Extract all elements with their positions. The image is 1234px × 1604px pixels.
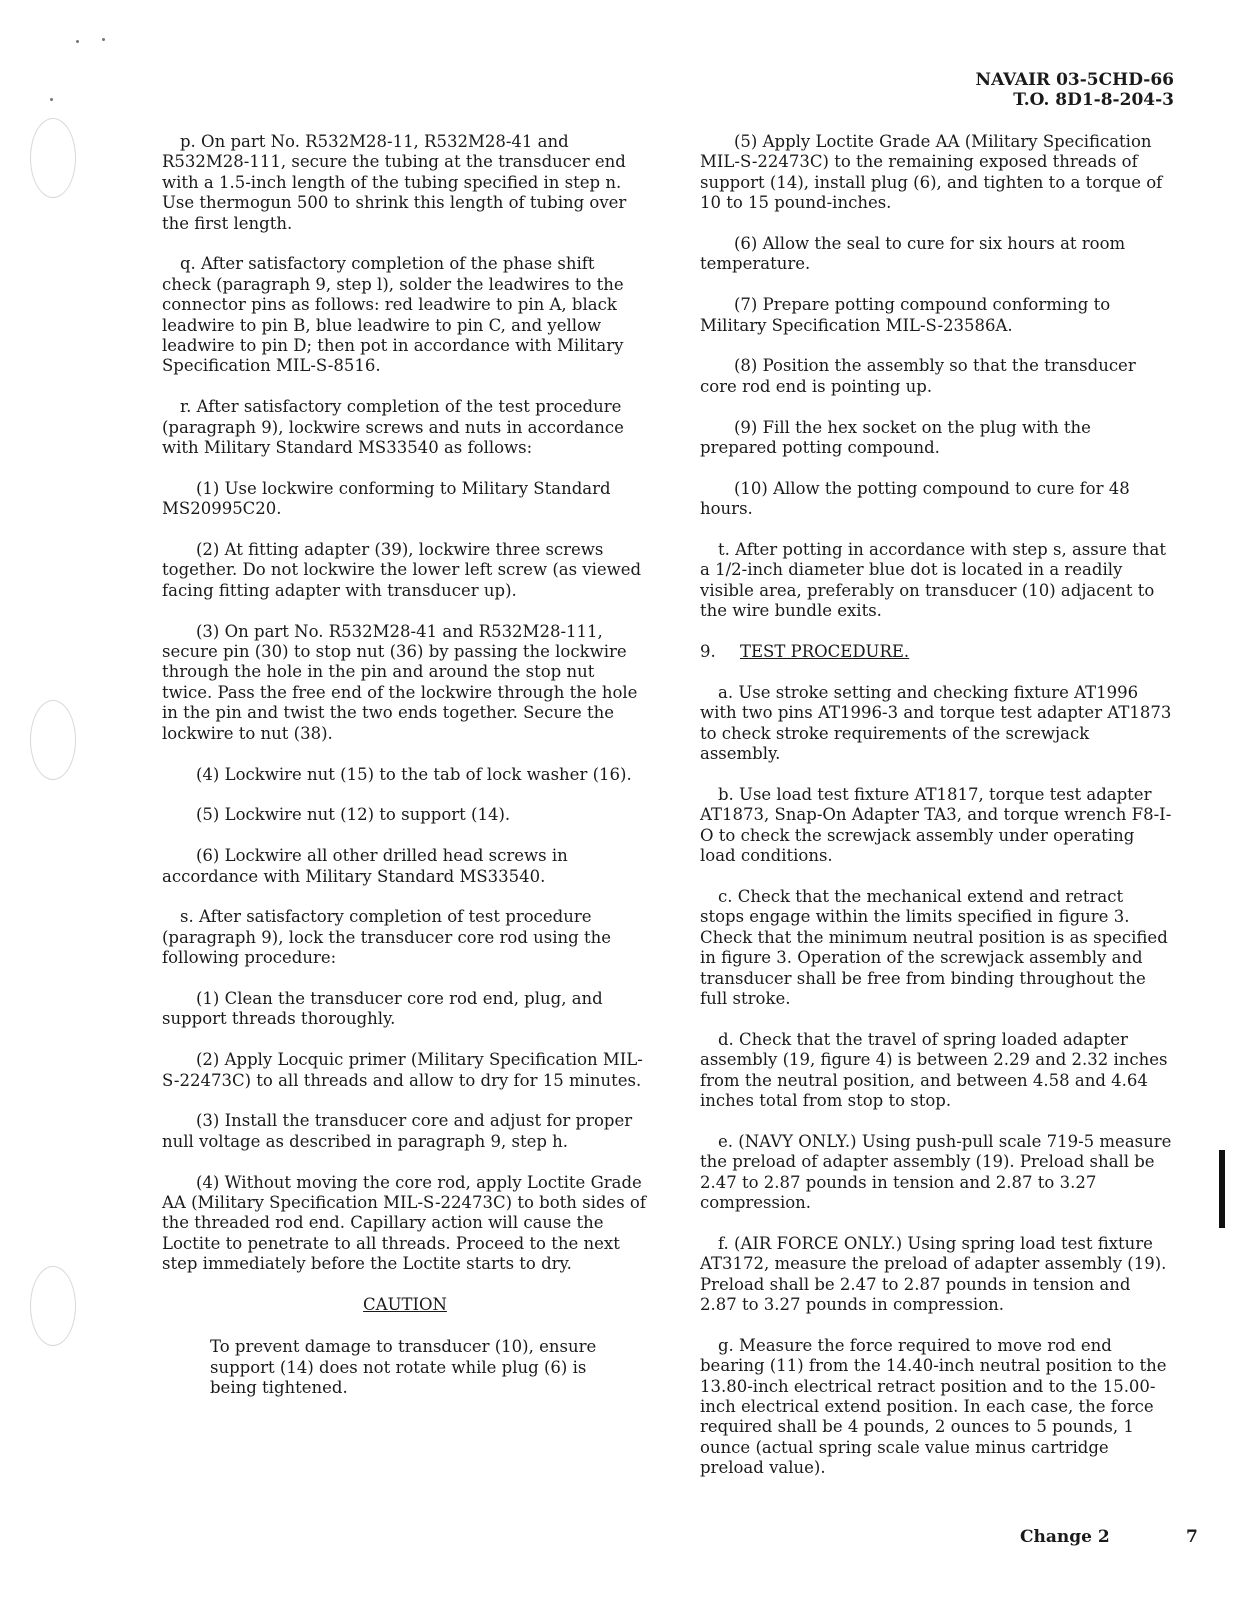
footer-change-number: Change 2 <box>1020 1527 1110 1547</box>
caution-heading: CAUTION <box>363 1294 447 1314</box>
punch-hole <box>30 1266 76 1346</box>
step-s-6: (6) Allow the seal to cure for six hours at room temperature. <box>700 234 1126 274</box>
step-r-3: (3) On part No. R532M28-41 and R532M28-111, secure pin (30) to stop nut (36) by passing the lockwire through the hole in the pin and around the stop nut twice. Pass the free end of the lockwire through the hole in the pin and twist the two ends together. Secure the lockwire to nut (38). <box>162 621 638 743</box>
step-q: q. After satisfactory completion of the phase shift check (paragraph 9, step l), solder the leadwires to the connector pins as follows: red leadwire to pin A, black leadwire to pin B, blue leadwire to pin C, and yellow leadwire to pin D; then pot in accordance with Military Specification MIL-S-8516. <box>162 254 624 376</box>
test-step-a: a. Use stroke setting and checking fixture AT1996 with two pins AT1996-3 and torque test adapter AT1873 to check stroke requirements of the screwjack assembly. <box>700 682 1172 764</box>
step-s-4: (4) Without moving the core rod, apply Loctite Grade AA (Military Specification MIL-S-22473C) to both sides of the threaded rod end. Capillary action will cause the Loctite to penetrate to all threads. Proceed to the next step immediately before the Loctite starts to dry. <box>162 1172 646 1274</box>
change-bar <box>1219 1150 1225 1228</box>
step-r-4: (4) Lockwire nut (15) to the tab of lock washer (16). <box>196 764 632 784</box>
step-r-1: (1) Use lockwire conforming to Military Standard MS20995C20. <box>162 478 611 519</box>
scan-speck <box>50 98 53 101</box>
test-step-f: f. (AIR FORCE ONLY.) Using spring load test fixture AT3172, measure the preload of adapter assembly (19). Preload shall be 2.47 to 2.87 pounds in tension and 2.87 to 3.27 pounds in compression. <box>700 1233 1167 1314</box>
section-heading <box>700 642 1172 662</box>
step-p: p. On part No. R532M28-11, R532M28-41 and R532M28-111, secure the tubing at the transducer end with a 1.5-inch length of the tubing specified in step n. Use thermogun 500 to shrink this length of tubing over the first length. <box>162 132 627 233</box>
step-s: s. After satisfactory completion of test procedure (paragraph 9), lock the transducer core rod using the following procedure: <box>162 907 611 968</box>
step-r: r. After satisfactory completion of the test procedure (paragraph 9), lockwire screws and nuts in accordance with Military Standard MS33540 as follows: <box>162 397 624 458</box>
step-s-1: (1) Clean the transducer core rod end, plug, and support threads thoroughly. <box>162 988 603 1029</box>
step-r-2: (2) At fitting adapter (39), lockwire three screws together. Do not lockwire the lower left screw (as viewed facing fitting adapter with transducer up). <box>162 540 642 600</box>
punch-hole <box>30 700 76 780</box>
right-column <box>700 132 1172 1499</box>
section-title: TEST PROCEDURE. <box>740 642 910 662</box>
step-r-6: (6) Lockwire all other drilled head screws in accordance with Military Standard MS33540. <box>162 846 568 886</box>
caution-text: To prevent damage to transducer (10), ensure support (14) does not rotate while plug (6) is being tightened. <box>210 1337 597 1398</box>
punch-hole <box>30 118 76 198</box>
step-s-8: (8) Position the assembly so that the transducer core rod end is pointing up. <box>700 356 1136 396</box>
step-s-7: (7) Prepare potting compound conforming to Military Specification MIL-S-23586A. <box>700 295 1111 335</box>
left-column <box>162 132 648 1399</box>
test-step-d: d. Check that the travel of spring loaded adapter assembly (19, figure 4) is between 2.29 and 2.32 inches from the neutral position, and between 4.58 and 4.64 inches total from stop to stop. <box>700 1029 1168 1110</box>
footer-page-number: 7 <box>1186 1527 1198 1547</box>
step-r-5: (5) Lockwire nut (12) to support (14). <box>196 805 511 825</box>
test-step-b: b. Use load test fixture AT1817, torque test adapter AT1873, Snap-On Adapter TA3, and torque wrench F8-I-O to check the screwjack assembly under operating load conditions. <box>700 784 1172 866</box>
scan-speck <box>76 40 79 43</box>
scan-speck <box>102 38 105 41</box>
test-step-c: c. Check that the mechanical extend and retract stops engage within the limits specified in figure 3. Check that the minimum neutral position is as specified in figure 3. Operation of the screwjack assembly and transducer shall be free from binding throughout the full stroke. <box>700 886 1168 1008</box>
step-t: t. After potting in accordance with step s, assure that a 1/2-inch diameter blue dot is located in a readily visible area, preferably on transducer (10) adjacent to the wire bundle exits. <box>700 540 1166 621</box>
step-s-10: (10) Allow the potting compound to cure for 48 hours. <box>700 478 1130 519</box>
test-step-e: e. (NAVY ONLY.) Using push-pull scale 719-5 measure the preload of adapter assembly (19). Preload shall be 2.47 to 2.87 pounds in tension and 2.87 to 3.27 compression. <box>700 1131 1172 1212</box>
step-s-9: (9) Fill the hex socket on the plug with the prepared potting compound. <box>700 417 1091 458</box>
header-to-number: T.O. 8D1-8-204-3 <box>1013 90 1174 110</box>
step-s-2: (2) Apply Locquic primer (Military Specification MIL-S-22473C) to all threads and allow to dry for 15 minutes. <box>162 1050 643 1090</box>
test-step-g: g. Measure the force required to move rod end bearing (11) from the 14.40-inch neutral position to the 13.80-inch electrical retract position and to the 15.00-inch electrical extend position. In each case, the force required shall be 4 pounds, 2 ounces to 5 pounds, 1 ounce (actual spring scale value minus cartridge preload value). <box>700 1335 1167 1478</box>
document-header <box>976 70 1174 110</box>
step-s-5: (5) Apply Loctite Grade AA (Military Specification MIL-S-22473C) to the remaining exposed threads of support (14), install plug (6), and tighten to a torque of 10 to 15 pound-inches. <box>700 132 1163 213</box>
section-number: 9. <box>700 642 716 662</box>
header-navair-number: NAVAIR 03-5CHD-66 <box>975 70 1174 90</box>
step-s-3: (3) Install the transducer core and adjust for proper null voltage as described in paragraph 9, step h. <box>162 1111 633 1151</box>
